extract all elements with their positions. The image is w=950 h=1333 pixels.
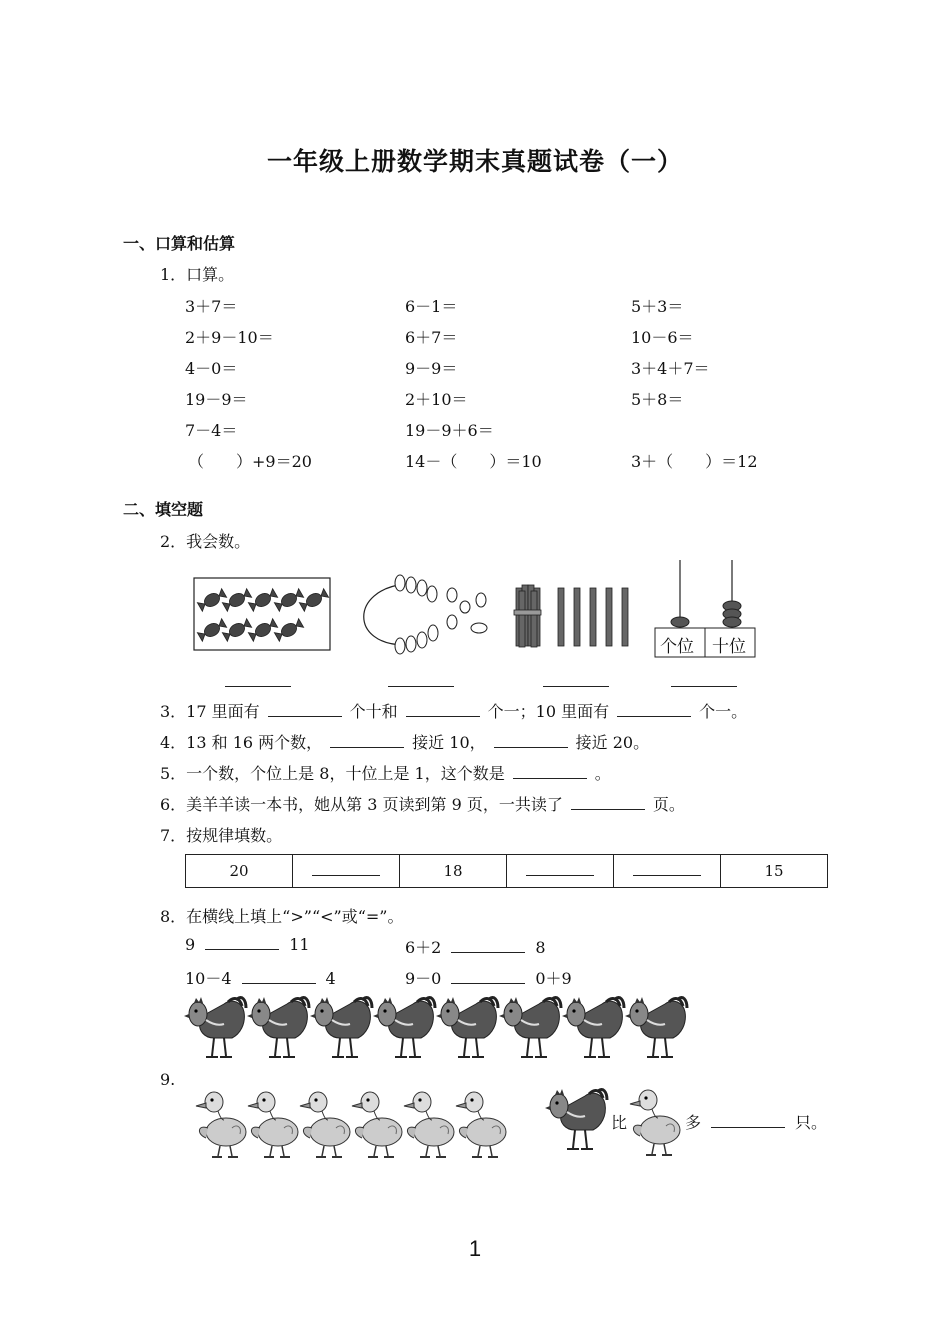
duck-icon <box>404 1092 454 1157</box>
q1-item: 6＋7＝ <box>405 328 458 347</box>
q8-left: 9－0 <box>405 969 442 988</box>
q8-item <box>405 966 572 989</box>
q9-number: 9. <box>160 1070 176 1089</box>
q3-text: 3．17 里面有 <box>160 702 260 721</box>
q7-cell-blank[interactable] <box>293 855 400 888</box>
q7-cell: 18 <box>400 855 507 888</box>
q3-text: 个十和 <box>349 702 398 721</box>
q7-cell-blank[interactable] <box>507 855 614 888</box>
q3-blank[interactable] <box>617 702 691 717</box>
q8-right: 4 <box>325 969 336 988</box>
q7-sequence-table <box>185 854 828 888</box>
section-1-heading: 一、口算和估算 <box>123 234 236 253</box>
q4 <box>160 730 649 753</box>
q8-blank[interactable] <box>451 969 525 984</box>
q1-item: 5＋8＝ <box>631 390 684 409</box>
duck-icon <box>300 1092 350 1157</box>
candy-box-picture <box>194 578 330 650</box>
rooster-row <box>184 990 694 1064</box>
q4-blank[interactable] <box>330 733 404 748</box>
q7-cell: 20 <box>186 855 293 888</box>
rooster-icon <box>499 997 561 1057</box>
q5-text: 。 <box>594 764 611 783</box>
q8-blank[interactable] <box>242 969 316 984</box>
q3-blank[interactable] <box>406 702 480 717</box>
duck-icon <box>456 1092 506 1157</box>
q4-text: 接近 10， <box>412 733 486 752</box>
rooster-icon <box>436 997 498 1057</box>
q1-item: 9－9＝ <box>405 359 458 378</box>
q8-blank[interactable] <box>205 935 279 950</box>
q8-right: 8 <box>535 938 546 957</box>
q1-item: 19－9＝ <box>185 390 248 409</box>
q8-left: 6＋2 <box>405 938 442 957</box>
q1-item: 2＋10＝ <box>405 390 468 409</box>
q7-cell-blank[interactable] <box>614 855 721 888</box>
q8-right: 11 <box>289 935 310 954</box>
q8-item <box>405 935 546 958</box>
q1-item: 3＋4＋7＝ <box>631 359 710 378</box>
q1-item: 7－4＝ <box>185 421 238 440</box>
q6-text: 6．美羊羊读一本书，她从第 3 页读到第 9 页，一共读了 <box>160 795 563 814</box>
q8-item <box>185 935 310 954</box>
q1-item: 19－9＋6＝ <box>405 421 494 440</box>
duck-icon <box>626 1080 686 1160</box>
q1-item: 4－0＝ <box>185 359 238 378</box>
q3-text: 个一。 <box>699 702 748 721</box>
q2-answer-line[interactable] <box>543 686 609 687</box>
q9-duo: 多 <box>685 1113 702 1132</box>
q6 <box>160 792 685 815</box>
q2-answer-line[interactable] <box>225 686 291 687</box>
section-2-heading: 二、填空题 <box>123 500 204 519</box>
rooster-icon <box>310 997 372 1057</box>
q6-text: 页。 <box>652 795 685 814</box>
q8-label: 8．在横线上填上“>”“<”或“=”。 <box>160 907 404 926</box>
bead-arc-picture <box>364 575 487 654</box>
q3 <box>160 699 747 722</box>
q8-blank[interactable] <box>451 938 525 953</box>
q9-compare-text: 比 <box>611 1113 628 1132</box>
page-number: 1 <box>468 1236 482 1261</box>
q1-item: 10－6＝ <box>631 328 694 347</box>
q5-blank[interactable] <box>513 764 587 779</box>
q8-right: 0＋9 <box>535 969 572 988</box>
rooster-icon <box>184 997 246 1057</box>
duck-icon <box>248 1092 298 1157</box>
q4-blank[interactable] <box>494 733 568 748</box>
q4-text: 4．13 和 16 两个数， <box>160 733 323 752</box>
q9-blank[interactable] <box>711 1113 785 1128</box>
abacus-tens-label: 十位 <box>712 637 746 657</box>
q1-item: 3＋（ ）＝12 <box>631 452 758 471</box>
duck-icon <box>196 1092 246 1157</box>
q7-cell: 15 <box>721 855 828 888</box>
q4-text: 接近 20。 <box>575 733 650 752</box>
q5-text: 5．一个数，个位上是 8，十位上是 1，这个数是 <box>160 764 505 783</box>
q3-blank[interactable] <box>268 702 342 717</box>
q8-left: 10－4 <box>185 969 232 988</box>
q2-answer-line[interactable] <box>671 686 737 687</box>
q9-more-text <box>685 1110 827 1133</box>
page-title: 一年级上册数学期末真题试卷（一） <box>266 147 683 176</box>
q8-item <box>185 966 336 989</box>
rooster-icon <box>373 997 435 1057</box>
abacus-ones-label: 个位 <box>660 637 694 657</box>
rooster-icon <box>562 997 624 1057</box>
duck-icon <box>352 1092 402 1157</box>
rooster-icon <box>625 997 687 1057</box>
q9-zhi: 只。 <box>795 1113 828 1132</box>
q1-item: 5＋3＝ <box>631 297 684 316</box>
sticks-picture <box>514 585 628 647</box>
q3-text: 个一；10 里面有 <box>487 702 610 721</box>
q1-item: 14－（ ）＝10 <box>405 452 542 471</box>
q1-item: 6－1＝ <box>405 297 458 316</box>
q8-left: 9 <box>185 935 196 954</box>
q1-item: 3＋7＝ <box>185 297 238 316</box>
duck-row <box>192 1082 522 1162</box>
q2-answer-line[interactable] <box>388 686 454 687</box>
rooster-icon <box>247 997 309 1057</box>
q1-item: 2＋9－10＝ <box>185 328 274 347</box>
q6-blank[interactable] <box>571 795 645 810</box>
q7-label: 7．按规律填数。 <box>160 826 283 845</box>
q1-item: （ ）+9＝20 <box>188 452 312 471</box>
rooster-icon <box>545 1084 611 1154</box>
q5 <box>160 761 611 784</box>
q1-label: 1．口算。 <box>160 265 235 284</box>
q2-label: 2．我会数。 <box>160 532 251 551</box>
